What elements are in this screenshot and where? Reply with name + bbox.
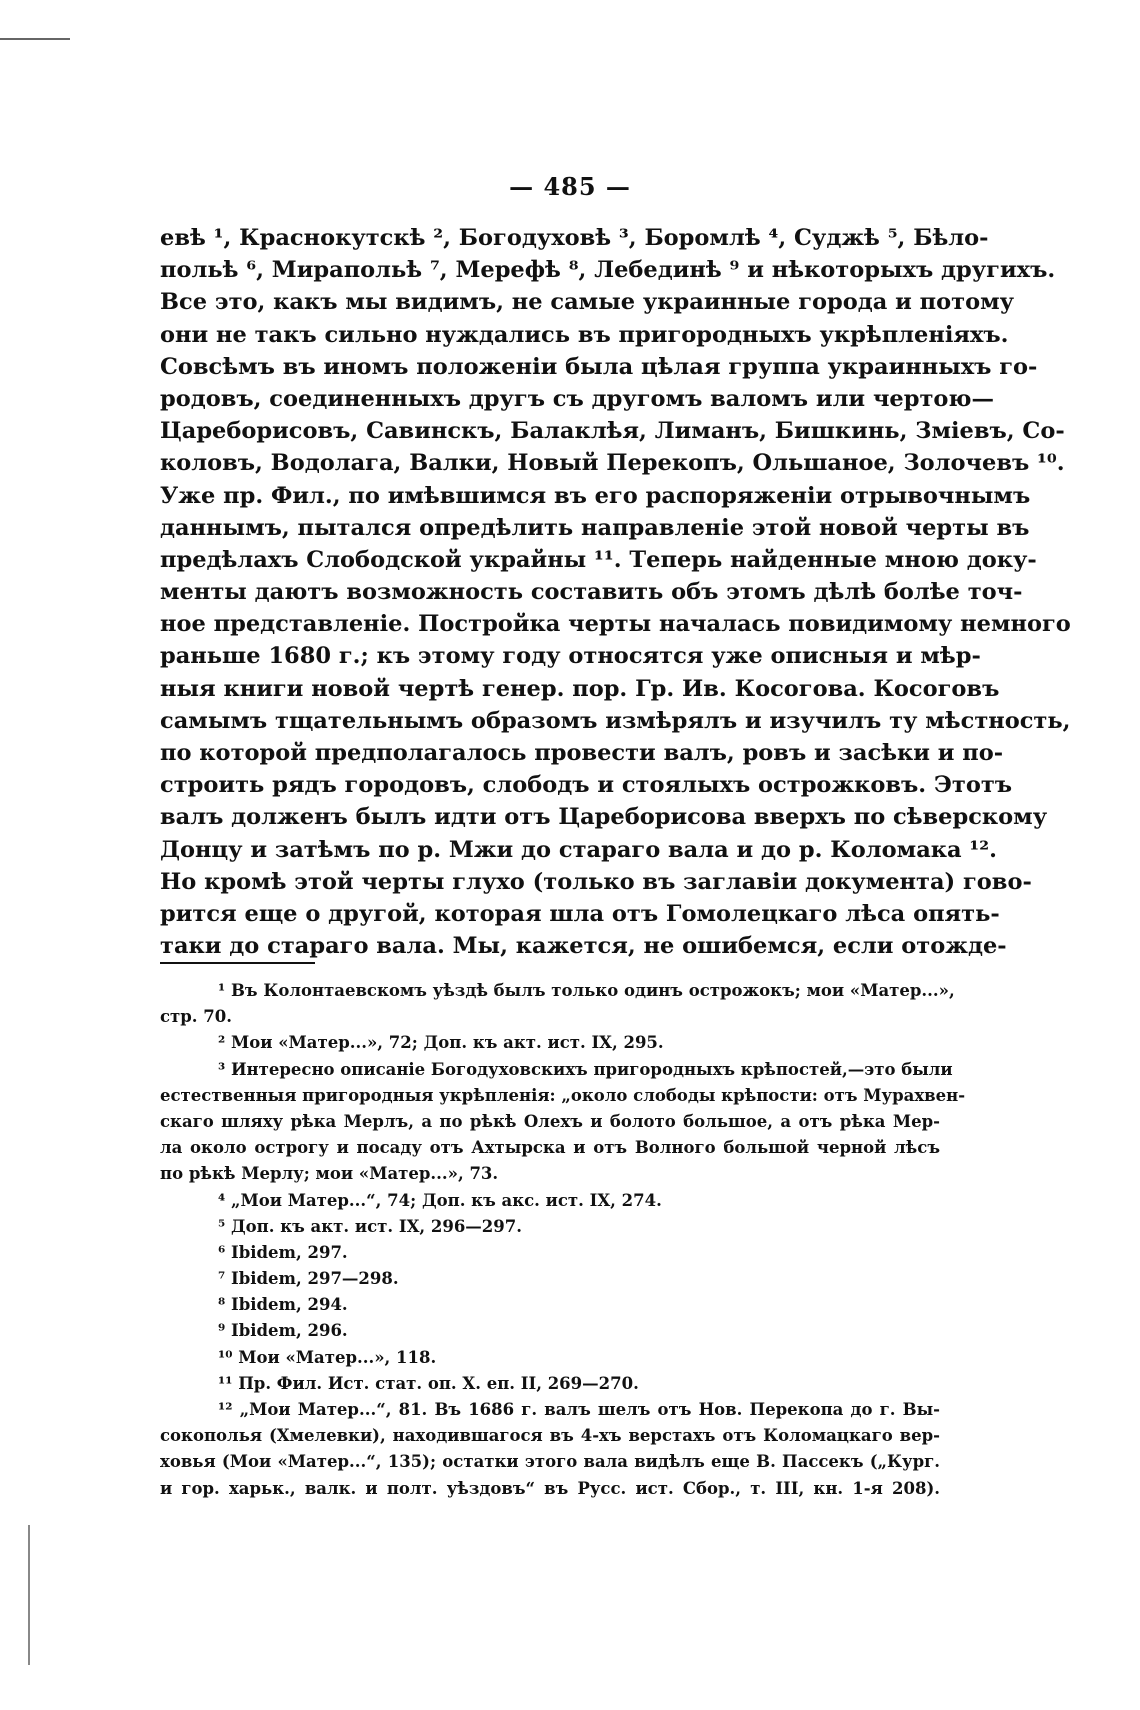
footnote-line: ¹² „Мои Матер...“, 81. Въ 1686 г. валъ шелъ отъ Нов. Перекопа до г. Вы- (218, 1400, 940, 1419)
footnote-line: ховья (Мои «Матер...“, 135); остатки этого вала видѣлъ еще В. Пассекъ („Кург. (160, 1452, 940, 1472)
footnote-line: ⁴ „Мои Матер...“, 74; Доп. къ акс. ист. IX, 274. (218, 1190, 662, 1210)
footnote-line: ⁷ Ibidem, 297—298. (218, 1269, 399, 1289)
footnote-line: ла около острогу и посаду отъ Ахтырска и отъ Волного большой черной лѣсъ (160, 1138, 940, 1158)
scan-edge-mark-top (0, 38, 70, 40)
footnote-line: ² Мои «Матер...», 72; Доп. къ акт. ист. IX, 295. (218, 1033, 664, 1053)
body-text-line: родовъ, соединенныхъ другъ съ другомъ валомъ или чертою— (160, 385, 994, 412)
body-text-line: самымъ тщательнымъ образомъ измѣрялъ и изучилъ ту мѣстность, (160, 707, 1071, 734)
footnote-line: естественныя пригородныя укрѣпленiя: „около слободы крѣпости: отъ Мурахвен- (160, 1085, 966, 1105)
footnote-line: ⁶ Ibidem, 297. (218, 1242, 348, 1262)
footnote-line: ³ Интересно описанiе Богодуховскихъ пригородныхъ крѣпостей,—это были (218, 1059, 953, 1079)
footnote-line: по рѣкѣ Мерлу; мои «Матер...», 73. (160, 1164, 499, 1184)
body-text-line: Царeборисовъ, Савинскъ, Балаклѣя, Лиманъ, Бишкинь, Змiевъ, Со- (160, 418, 1065, 445)
body-text-line: раньше 1680 г.; къ этому году относятся уже описныя и мѣр- (160, 643, 981, 670)
footnote-line: скаго шляху рѣка Мерлъ, а по рѣкѣ Олехъ и болото большое, а отъ рѣка Мер- (160, 1111, 940, 1131)
body-text-line: ныя книги новой чертѣ генер. пор. Гр. Ив. Косогова. Косоговъ (160, 675, 1000, 702)
body-text-line: рится еще о другой, которая шла отъ Гомолецкаго лѣса опять- (160, 900, 1000, 927)
footnote-line: ¹ Въ Колонтаевскомъ уѣздѣ былъ только одинъ острожокъ; мои «Матер...», (218, 981, 955, 1000)
body-text-line: Донцу и затѣмъ по р. Мжи до стараго вала и до р. Коломака ¹². (160, 836, 997, 863)
body-text-line: польѣ ⁶, Мирапольѣ ⁷, Мерефѣ ⁸, Лебединѣ ⁹ и нѣкоторыхъ другихъ. (160, 257, 1056, 284)
body-text-line: они не такъ сильно нуждались въ пригородныхъ укрѣпленiяхъ. (160, 321, 1009, 348)
body-text-line: строить рядъ городовъ, слободъ и стоялыхъ острожковъ. Этотъ (160, 772, 1013, 799)
body-text-line: Уже пр. Фил., по имѣвшимся въ его распоряженiи отрывочнымъ (160, 482, 1031, 509)
body-text-line: валъ долженъ былъ идти отъ Царeборисова вверхъ по сѣверскому (160, 804, 1048, 831)
footnote-line: сокополья (Хмелевки), находившагося въ 4-хъ верстахъ отъ Коломацкаго вер- (160, 1426, 940, 1446)
body-text-line: предѣлахъ Слободской украйны ¹¹. Теперь найденные мною доку- (160, 546, 1037, 573)
footnotes-block (160, 978, 966, 1502)
footnote-line: ⁸ Ibidem, 294. (218, 1295, 348, 1315)
body-text-line: Совсѣмъ въ иномъ положенiи была цѣлая группа украинныхъ го- (160, 353, 1038, 380)
footnote-separator (160, 962, 315, 964)
footnote-line: стр. 70. (160, 1007, 233, 1027)
footnote-line: ⁹ Ibidem, 296. (218, 1321, 348, 1341)
body-text-line: Но кромѣ этой черты глухо (только въ заглавiи документа) гово- (160, 868, 1032, 895)
body-text-line: по которой предполагалось провести валъ, ровъ и засѣки и по- (160, 740, 1004, 766)
body-text-line: коловъ, Водолага, Валки, Новый Перекопъ, Ольшаное, Золочевъ ¹⁰. (160, 450, 1065, 477)
footnote-line: ⁵ Доп. къ акт. ист. IX, 296—297. (218, 1216, 522, 1236)
footnote-line: ¹¹ Пр. Фил. Ист. стат. оп. X. еп. II, 269—270. (218, 1373, 639, 1393)
main-text-block (160, 222, 1071, 962)
body-text-line: таки до стараго вала. Мы, кажется, не ошибемся, если отожде- (160, 933, 1007, 960)
body-text-line: менты даютъ возможность составить объ этомъ дѣлѣ болѣе точ- (160, 579, 1023, 606)
body-text-line: ное представленiе. Постройка черты началась повидимому немного (160, 611, 1071, 638)
body-text-line: евѣ ¹, Краснокутскѣ ², Богодуховѣ ³, Боромлѣ ⁴, Суджѣ ⁵, Бѣло- (160, 225, 989, 251)
footnote-line: и гор. харьк., валк. и полт. уѣздовъ“ въ Русс. ист. Сбор., т. III, кн. 1-я 208). (160, 1478, 940, 1498)
body-text-line: даннымъ, пытался опредѣлить направленiе этой новой черты въ (160, 514, 1030, 541)
body-text-line: Все это, какъ мы видимъ, не самые украинные города и потому (160, 289, 1015, 316)
scan-edge-mark-left (28, 1525, 30, 1665)
footnote-line: ¹⁰ Мои «Матер...», 118. (218, 1347, 437, 1367)
page-number: — 485 — (509, 172, 631, 201)
